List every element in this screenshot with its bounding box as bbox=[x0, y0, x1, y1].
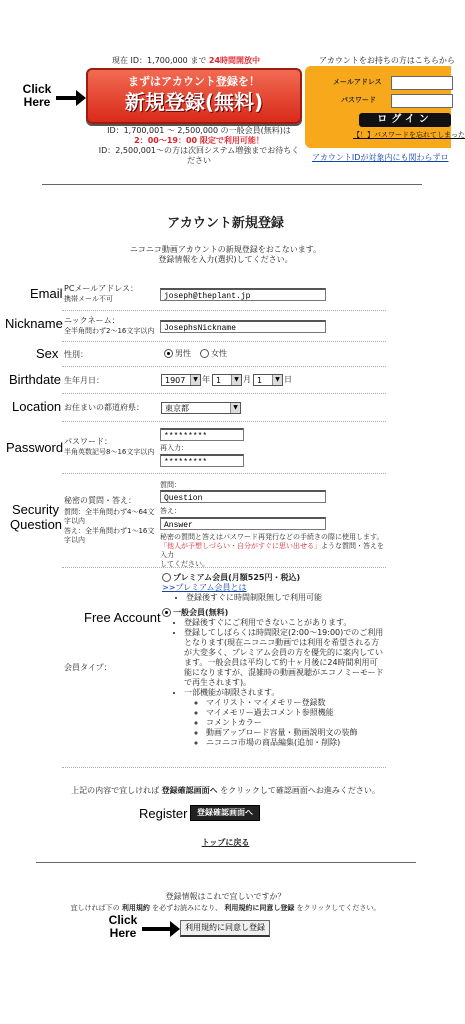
premium-point: • 登録後すぐに時間制限無しで利用可能 bbox=[186, 593, 392, 603]
terms-link[interactable]: 利用規約 bbox=[121, 904, 150, 912]
terms-c: を必ずお読みになり、 bbox=[152, 904, 223, 912]
birth-month-select[interactable] bbox=[212, 374, 242, 386]
chevron-down-icon: ▼ bbox=[231, 375, 241, 385]
radio-checked-icon[interactable] bbox=[162, 608, 171, 617]
row-divider bbox=[62, 366, 386, 367]
id-range-line2: 2：00〜19：00 限定で利用可能！ bbox=[134, 136, 264, 145]
security-note2: 答え：全半角問わず1〜16文字以内 bbox=[64, 527, 155, 544]
radio-unchecked-icon[interactable] bbox=[162, 573, 171, 582]
location-label: お住まいの都道府県： bbox=[64, 403, 144, 412]
terms-a: 宜しければ下の bbox=[70, 904, 120, 912]
year-unit: 年 bbox=[202, 375, 210, 384]
question-input[interactable]: Question bbox=[160, 490, 326, 503]
confirm-text-b: 登録確認画面へ bbox=[161, 786, 218, 795]
login-button[interactable]: ログイン bbox=[359, 113, 451, 127]
password-label: パスワード： bbox=[64, 437, 112, 446]
security-help-red: 「他人が予想しづらい・自分がすぐに思い出せる」 bbox=[160, 542, 321, 550]
sex-male-option[interactable] bbox=[164, 349, 191, 359]
chevron-down-icon: ▼ bbox=[230, 403, 240, 413]
nickname-note: 全半角問わず2〜16文字以内 bbox=[64, 327, 155, 335]
chevron-down-icon: ▼ bbox=[272, 375, 282, 385]
account-type-label: 会員タイプ： bbox=[64, 663, 112, 672]
sex-en-label: Sex bbox=[36, 346, 59, 361]
email-label: PCメールアドレス： bbox=[64, 284, 139, 293]
confirm-text bbox=[0, 786, 451, 796]
security-label: 秘密の質問・答え： bbox=[64, 496, 136, 505]
general-option[interactable] bbox=[162, 608, 384, 748]
row-divider bbox=[62, 567, 386, 568]
radio-checked-icon[interactable] bbox=[164, 349, 173, 358]
id-range-line3: ID：2,500,001〜の方は次回システム増強までお待ちく bbox=[98, 146, 300, 155]
register-confirm-button[interactable]: 登録確認画面へ bbox=[190, 805, 260, 821]
login-email-label: メールアドレス bbox=[333, 78, 382, 86]
sex-male-label: 男性 bbox=[175, 349, 191, 358]
account-en-label: Free Account bbox=[84, 610, 161, 625]
general-point: • 一部機能が制限されます。 bbox=[184, 688, 384, 698]
login-caption: アカウントをお持ちの方はこちらから bbox=[319, 56, 455, 65]
email-input[interactable]: joseph@theplant.jp bbox=[160, 288, 326, 301]
security-note1: 質問：全半角問わず4〜64文字以内 bbox=[64, 508, 155, 525]
limited-feature: ◦ マイメモリー過去コメント参照機能 bbox=[206, 708, 384, 718]
agree-register-button[interactable]: 利用規約に同意し登録 bbox=[180, 920, 270, 937]
login-password-input[interactable] bbox=[391, 94, 453, 108]
general-point: • 登録してしばらくは時間限定(2:00〜19:00)でのご利用となります(現在ニコニコ動画では利用を希望される方が大変多く、プレミアム会員の方を優先的に案内しています。一般会員は平均して約十ヶ月後に24時間利用可能になりますが、混雑時の動画視聴がエコノミーモードで再生されます)。 bbox=[184, 628, 384, 688]
footer-terms bbox=[0, 904, 451, 913]
general-title: 一般会員(無料) bbox=[173, 608, 229, 617]
click-here-label-top: Click Here bbox=[22, 82, 52, 109]
answer-input[interactable]: Answer bbox=[160, 517, 326, 530]
sex-female-label: 女性 bbox=[211, 349, 227, 358]
birth-year-value: 1907 bbox=[165, 376, 186, 385]
id-range-info bbox=[88, 126, 310, 166]
row-divider bbox=[62, 310, 386, 311]
account-id-link[interactable]: アカウントIDが対象内にも関わらずロ bbox=[312, 153, 449, 162]
birth-day-select[interactable] bbox=[253, 374, 283, 386]
birth-month-value: 1 bbox=[216, 376, 222, 385]
row-divider bbox=[62, 341, 386, 342]
birth-day-value: 1 bbox=[257, 376, 263, 385]
limited-feature: ◦ 動画アップロード容量・動画説明文の装飾 bbox=[206, 728, 384, 738]
row-divider bbox=[62, 393, 386, 394]
password-reenter-label: 再入力： bbox=[160, 444, 188, 452]
nickname-input[interactable]: JosephsNickname bbox=[160, 320, 326, 333]
confirm-text-c: をクリックして確認画面へお進みください。 bbox=[220, 786, 380, 795]
limited-feature: ◦ コメントカラー bbox=[206, 718, 384, 728]
id-range-line1: ID：1,700,001 〜 2,500,000 の一般会員(無料)は bbox=[107, 126, 291, 135]
form-title: アカウント新規登録 bbox=[167, 216, 284, 231]
back-to-top-link[interactable]: トップに戻る bbox=[201, 838, 250, 847]
register-banner-main: 新規登録(無料) bbox=[124, 90, 264, 114]
security-en-label-line2: Question bbox=[10, 517, 63, 532]
row-divider bbox=[62, 767, 386, 768]
password-input[interactable]: ********* bbox=[160, 428, 244, 441]
month-unit: 月 bbox=[243, 375, 251, 384]
chevron-down-icon: ▼ bbox=[190, 375, 200, 385]
premium-link[interactable]: >>プレミアム会員とは bbox=[162, 583, 247, 592]
location-en-label: Location bbox=[12, 399, 62, 414]
click-here-label-bottom: Click Here bbox=[108, 913, 138, 940]
password-reenter-input[interactable]: ********* bbox=[160, 454, 244, 467]
form-intro-line1: ニコニコ動画アカウントの新規登録をおこないます。 bbox=[129, 245, 322, 254]
confirm-text-a: 上記の内容で宜しければ bbox=[71, 786, 160, 795]
row-divider bbox=[62, 473, 386, 474]
terms-d: 利用規約に同意し登録 bbox=[224, 904, 295, 912]
divider bbox=[36, 862, 416, 863]
divider bbox=[42, 184, 422, 185]
security-help bbox=[160, 533, 390, 569]
current-id-line bbox=[112, 56, 312, 66]
prefecture-select[interactable] bbox=[161, 402, 241, 414]
email-note: 携帯メール不可 bbox=[64, 295, 113, 303]
arrow-right-icon bbox=[142, 927, 172, 931]
register-banner-top: まずはアカウント登録を！ bbox=[128, 75, 260, 88]
limited-feature: ◦ マイリスト・マイメモリー登録数 bbox=[206, 698, 384, 708]
login-box bbox=[305, 66, 465, 148]
nickname-en-label: Nickname bbox=[5, 316, 63, 331]
security-help-line2 bbox=[160, 542, 390, 560]
birthdate-en-label: Birthdate bbox=[9, 372, 62, 387]
limit-text: 24時間開放中 bbox=[208, 56, 261, 65]
register-banner[interactable] bbox=[86, 68, 302, 124]
footer-question: 登録情報はこれで宜しいですか？ bbox=[165, 892, 286, 901]
security-help-line1: 秘密の質問と答えはパスワード再発行などの手続きの際に使用します。 bbox=[160, 533, 384, 541]
login-password-label: パスワード bbox=[341, 96, 376, 104]
answer-label: 答え： bbox=[160, 507, 181, 515]
premium-option[interactable] bbox=[162, 573, 392, 603]
register-en-label: Register bbox=[139, 806, 188, 821]
security-help-rest: ような質問・答えを入力 bbox=[160, 542, 384, 559]
password-note: 半角英数記号8〜16文字以内 bbox=[64, 448, 155, 456]
login-email-input[interactable] bbox=[391, 76, 453, 90]
email-en-label: Email bbox=[30, 286, 63, 301]
prefecture-value: 東京都 bbox=[165, 404, 189, 413]
form-intro bbox=[0, 245, 451, 265]
arrow-right-icon bbox=[56, 96, 78, 100]
forgot-password-link[interactable]: 【！】パスワードを忘れてしまった bbox=[353, 131, 465, 139]
current-id-text: 現在 ID：1,700,000 まで bbox=[112, 56, 207, 65]
nickname-label: ニックネーム： bbox=[64, 316, 120, 325]
row-divider bbox=[62, 421, 386, 422]
radio-unchecked-icon[interactable] bbox=[200, 349, 209, 358]
birth-year-select[interactable] bbox=[161, 374, 201, 386]
terms-e: をクリックしてください。 bbox=[296, 904, 381, 912]
question-label: 質問： bbox=[160, 481, 181, 489]
sex-label: 性別： bbox=[64, 350, 88, 359]
limited-feature: ◦ ニコニコ市場の商品編集(追加・削除) bbox=[206, 738, 384, 748]
general-point: • 登録後すぐにご利用できないことがあります。 bbox=[184, 618, 384, 628]
id-range-line4: ださい bbox=[187, 156, 211, 165]
security-help-line3: してください。 bbox=[160, 560, 209, 568]
birthdate-label: 生年月日： bbox=[64, 376, 104, 385]
form-intro-line2: 登録情報を入力(選択)してください。 bbox=[158, 255, 293, 264]
password-en-label: Password bbox=[6, 440, 64, 455]
day-unit: 日 bbox=[284, 375, 292, 384]
sex-female-option[interactable] bbox=[200, 349, 227, 359]
security-en-label-line1: Security bbox=[12, 502, 59, 517]
premium-title: プレミアム会員(月額525円・税込) bbox=[173, 573, 301, 582]
